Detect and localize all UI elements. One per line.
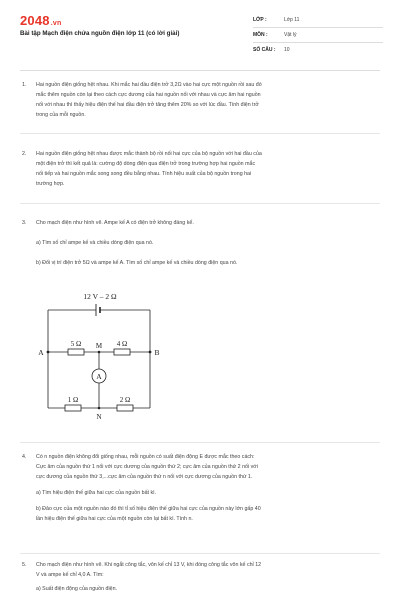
meta-key: SỐ CÂU :	[253, 47, 276, 53]
label-1ohm: 1 Ω	[67, 396, 79, 404]
node-a-dot	[47, 351, 50, 354]
label-2ohm: 2 Ω	[119, 396, 131, 404]
question-line: Hai nguồn điện giống hệt nhau được mắc thành bộ rồi nối hai cực của bộ nguồn với hai đầu của	[36, 151, 262, 157]
question-sub: a) Tìm hiệu điện thế giữa hai cực của nguồn bất kì.	[36, 490, 157, 496]
document-title: Bài tập Mạch điện chứa nguồn điện lớp 11 (có lời giải)	[20, 30, 180, 37]
meta-value: Lớp 11	[284, 17, 300, 23]
divider	[20, 203, 380, 204]
question-line: Hai nguồn điện giống hệt nhau. Khi mắc hai đầu điện trở 3,2Ω vào hai cực một nguồn rồi sau đó	[36, 82, 262, 88]
question-line: Cho mạch điện như hình vẽ. Ampe kế A có điện trở không đáng kể.	[36, 220, 194, 226]
question-line: Cho mạch điện như hình vẽ. Khi ngắt công tắc, vôn kế chỉ 13 V, khi đóng công tắc vôn kế chỉ 12	[36, 562, 262, 568]
logo-text: 2048	[20, 13, 50, 28]
question-sub: a) Suất điện động của nguồn điện.	[36, 586, 117, 592]
resistor-5ohm	[68, 349, 84, 355]
question-sub: a) Tìm số chỉ ampe kế và chiều dòng điện qua nó.	[36, 240, 154, 246]
question-line: một điện trở thì kết quả là: cường độ dòng điện qua điện trở trong trường hợp hai nguồn mắc	[36, 161, 256, 167]
question-body	[36, 80, 378, 120]
header	[0, 0, 400, 62]
meta-table	[253, 13, 383, 57]
question-body	[36, 560, 378, 594]
meta-value: Vật lý	[284, 32, 297, 38]
question-number: 2.	[22, 151, 27, 157]
question-line: cực dương của nguồn thứ 3,...cực âm của nguồn thứ n nối với cực dương của nguồn thứ 1.	[36, 474, 253, 480]
node-b-label: B	[154, 348, 160, 357]
divider	[20, 553, 380, 554]
node-b-dot	[149, 351, 152, 354]
question-body	[36, 149, 378, 189]
meta-key: MÔN :	[253, 32, 268, 38]
question-line: Có n nguồn điện không đổi giống nhau, mỗi nguồn có suất điện động E được mắc theo cách:	[36, 454, 255, 460]
meta-row-count	[253, 43, 383, 57]
resistor-1ohm	[65, 405, 81, 411]
question-line: trong của mỗi nguồn.	[36, 112, 86, 118]
question-body	[36, 218, 378, 268]
question-line: nối tiếp và hai nguồn mắc song song đều bằng nhau. Tính hiệu suất của bộ nguồn trong hai	[36, 171, 252, 177]
divider	[20, 133, 380, 134]
node-m-label: M	[95, 342, 103, 350]
question-number: 5.	[22, 562, 27, 568]
question-line: V và ampe kế chỉ 4,0 A. Tìm:	[36, 572, 104, 578]
node-a-label: A	[38, 348, 44, 357]
question-sub: b) Đổi vị trí điện trở 5Ω và ampe kế A. Tìm số chỉ ampe kế và chiều dòng điện qua nó.	[36, 260, 238, 266]
resistor-4ohm	[114, 349, 130, 355]
label-4ohm: 4 Ω	[116, 340, 128, 348]
question-line: Cực âm của nguồn thứ 1 nối với cực dương của nguồn thứ 2; cực âm của nguồn thứ 2 nối với	[36, 464, 258, 470]
question-number: 1.	[22, 82, 27, 88]
question-body	[36, 452, 378, 524]
resistor-2ohm	[117, 405, 133, 411]
meta-value: 10	[284, 47, 290, 53]
question-line: nối với nhau thì thấy hiệu điện thế hai đầu điện trở tăng thêm 20% so với lúc đầu. Tính điện trở	[36, 102, 259, 108]
meta-row-class	[253, 13, 383, 28]
circuit-diagram	[38, 290, 178, 430]
header-divider	[20, 70, 380, 71]
node-n-label: N	[96, 413, 102, 421]
ammeter-label: A	[96, 372, 102, 381]
label-5ohm: 5 Ω	[70, 340, 82, 348]
question-number: 4.	[22, 454, 27, 460]
meta-row-subject	[253, 28, 383, 43]
question-sub: lần hiệu điện thế giữa hai cực của một nguồn còn lại bất kì. Tính n.	[36, 516, 193, 522]
logo-suffix: .vn	[50, 20, 62, 27]
site-logo[interactable]	[20, 13, 61, 28]
node-n-dot	[98, 407, 101, 410]
question-sub: b) Đảo cực của một nguồn nào đó thì tỉ số hiệu điện thế giữa hai cực của nguồn này lớn gấp 40	[36, 506, 261, 512]
question-line: mắc thêm nguồn còn lại theo cách cực dương của hai nguồn nối với nhau và cực âm hai nguồn	[36, 92, 261, 98]
divider	[20, 442, 380, 443]
question-line: trường hợp.	[36, 181, 65, 187]
question-number: 3.	[22, 220, 27, 226]
meta-key: LỚP :	[253, 17, 267, 23]
source-label: 12 V – 2 Ω	[83, 292, 117, 301]
